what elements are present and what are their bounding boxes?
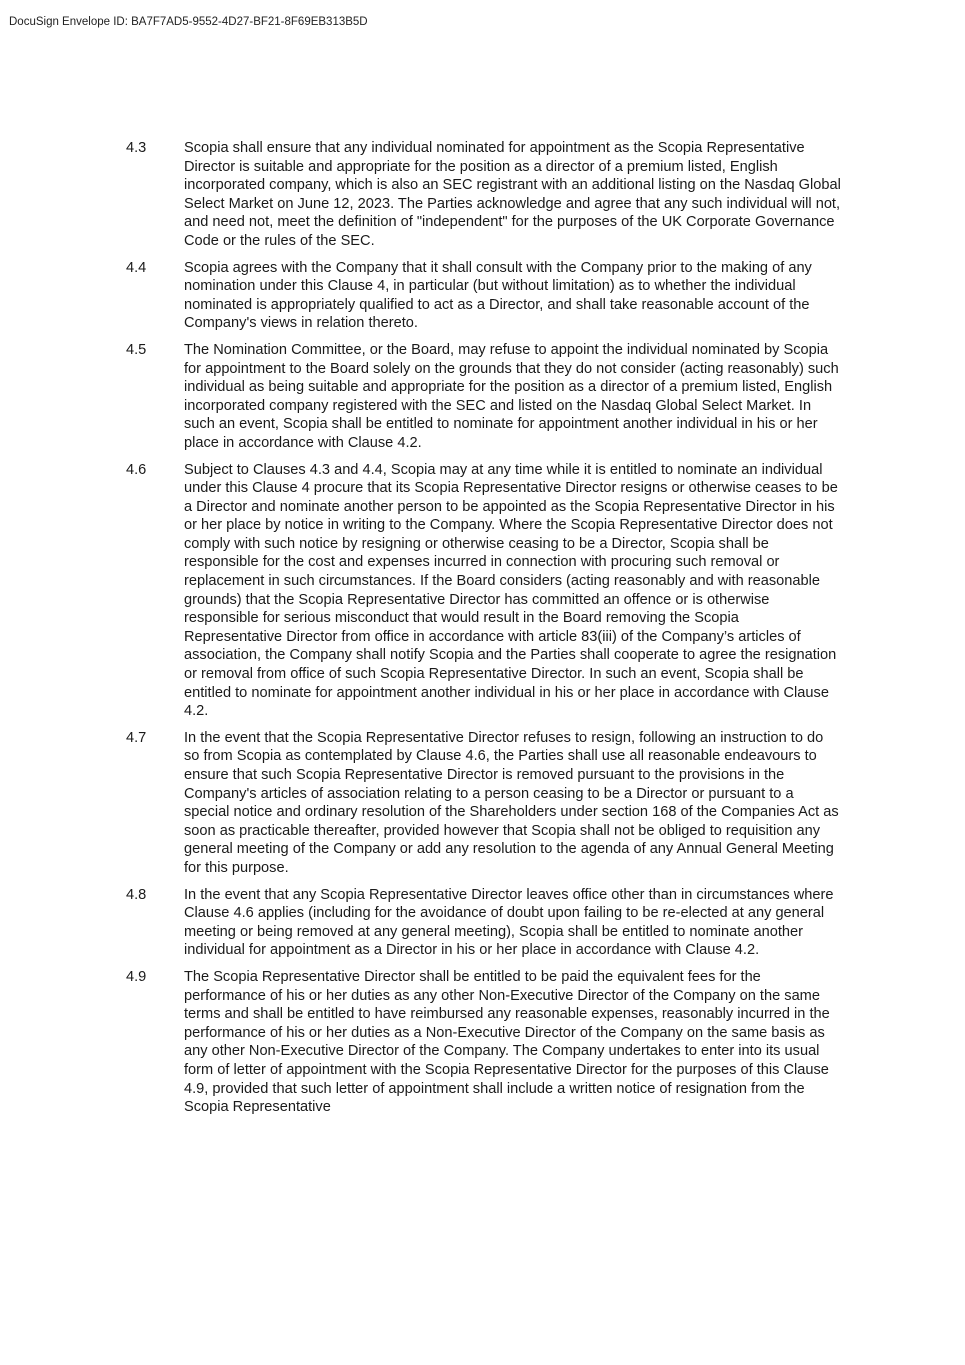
clause-text: In the event that the Scopia Representative Director refuses to resign, following an instruction to do so from Scopia as contemplated by Clause 4.6, the Parties shall use all reasonable endeavours to ensure that such Scopia Representative Director is removed pursuant to the provisions in the Company's articles of association relating to a person ceasing to be a Director or pursuant to a special notice and ordinary resolution of the Shareholders under section 168 of the Companies Act as soon as practicable thereafter, provided however that Scopia shall not be obliged to requisition any general meeting of the Company or add any resolution to the agenda of any Annual General Meeting for this purpose. <box>184 729 839 876</box>
clause-text: The Nomination Committee, or the Board, may refuse to appoint the individual nominated by Scopia for appointment to the Board solely on the grounds that they do not consider (acting reasonably) such individual as being suitable and appropriate for the position as a director of a premium listed, English incorporated company registered with the SEC and listed on the Nasdaq Global Select Market. In such an event, Scopia shall be entitled to nominate for appointment another individual in his or her place in accordance with Clause 4.2. <box>184 341 839 451</box>
clause-number: 4.8 <box>126 886 147 903</box>
clause-text: In the event that any Scopia Representative Director leaves office other than in circumstances where Clause 4.6 applies (including for the avoidance of doubt upon failing to be re-elected at any general meeting or being removed at any general meeting), Scopia shall be entitled to nominate another individual for appointment as a Director in his or her place in accordance with Clause 4.2. <box>184 886 834 959</box>
clause-number: 4.6 <box>126 461 147 478</box>
clause-number: 4.5 <box>126 341 147 358</box>
clause-number: 4.4 <box>126 259 147 276</box>
clause-4-9 <box>126 968 841 1117</box>
clause-4-8 <box>126 886 841 960</box>
clause-4-6 <box>126 461 841 721</box>
clause-4-4 <box>126 259 841 333</box>
clause-text: Subject to Clauses 4.3 and 4.4, Scopia may at any time while it is entitled to nominate an individual under this Clause 4 procure that its Scopia Representative Director resigns or otherwise ceases to be a Director and nominate another person to be appointed as the Scopia Representative Director in his or her place by notice in writing to the Company. Where the Scopia Representative Director does not comply with such notice by resigning or otherwise ceasing to be a Director, Scopia shall be responsible for the cost and expenses incurred in connection with procuring such removal or replacement in such circumstances. If the Board considers (acting reasonably and with reasonable grounds) that the Scopia Representative Director has committed an offence or is otherwise responsible for serious misconduct that would result in the Board removing the Scopia Representative Director from office in accordance with article 83(iii) of the Company’s articles of association, the Company shall notify Scopia and the Parties shall cooperate to agree the resignation or removal from office of such Scopia Representative Director. In such an event, Scopia shall be entitled to nominate for appointment another individual in his or her place in accordance with Clause 4.2. <box>184 461 838 720</box>
clause-number: 4.7 <box>126 729 147 746</box>
clause-4-7 <box>126 729 841 878</box>
clause-4-5 <box>126 341 841 453</box>
clause-text: The Scopia Representative Director shall be entitled to be paid the equivalent fees for the performance of his or her duties as any other Non-Executive Director of the Company on the same terms and shall be entitled to have reimbursed any reasonable expenses, reasonably incurred in the performance of his or her duties as a Non-Executive Director of the Company on the same basis as any other Non-Executive Director of the Company. The Company undertakes to enter into its usual form of letter of appointment with the Scopia Representative Director for the purposes of this Clause 4.9, provided that such letter of appointment shall include a written notice of resignation from the Scopia Representative <box>184 968 830 1116</box>
clause-number: 4.3 <box>126 140 147 156</box>
clause-list <box>126 139 841 1125</box>
clause-text: Scopia agrees with the Company that it shall consult with the Company prior to the making of any nomination under this Clause 4, in particular (but without limitation) as to whether the individual nominated is appropriately qualified to act as a Director, and shall take reasonable account of the Company's views in relation thereto. <box>184 259 812 332</box>
clause-number: 4.9 <box>126 968 147 985</box>
clause-4-3 <box>126 139 841 251</box>
clause-text: Scopia shall ensure that any individual nominated for appointment as the Scopia Representative Director is suitable and appropriate for the position as a director of a premium listed, English incorporated company, which is also an SEC registrant with an additional listing on the Nasdaq Global Select Market on June 12, 2023. The Parties acknowledge and agree that any such individual will not, and need not, meet the definition of "independent" for the purposes of the UK Corporate Governance Code or the rules of the SEC. <box>184 140 841 249</box>
docusign-envelope-id: DocuSign Envelope ID: BA7F7AD5-9552-4D27-BF21-8F69EB313B5D <box>9 16 368 28</box>
